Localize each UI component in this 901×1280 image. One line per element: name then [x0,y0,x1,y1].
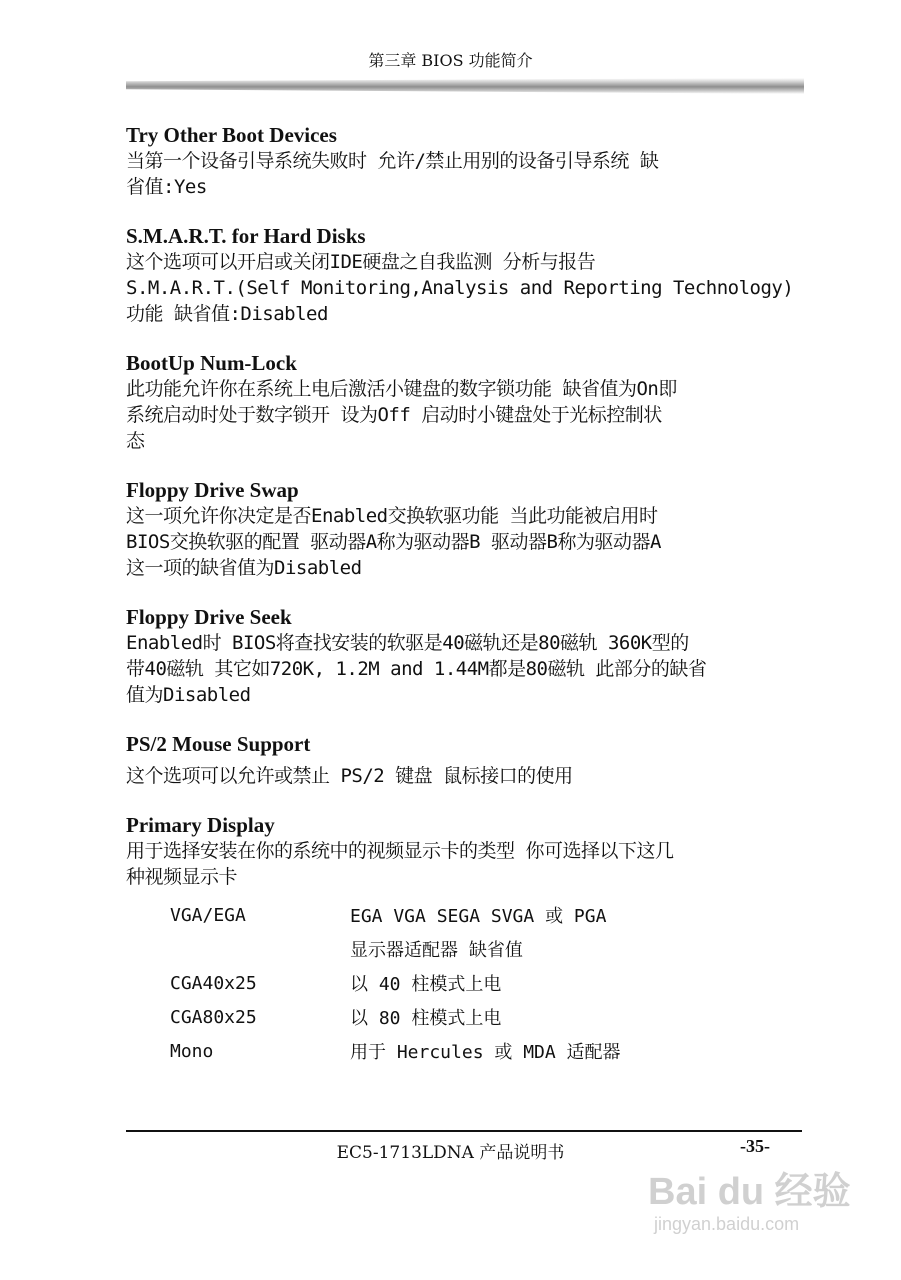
footer-product-name: EC5-1713LDNA 产品说明书 [336,1143,565,1163]
section-line: 带40磁轨 其它如720K, 1.2M and 1.44M都是80磁轨 此部分的缺省 [126,658,707,680]
section-smart-hard-disks [126,223,802,327]
display-option-row [126,1034,802,1068]
section-line: S.M.A.R.T.(Self Monitoring,Analysis and Reporting Technology) [126,277,794,299]
display-desc: 用于 Hercules 或 MDA 适配器 [350,1042,621,1063]
section-title: BootUp Num-Lock [126,351,297,375]
section-line: Enabled时 BIOS将查找安装的软驱是40磁轨还是80磁轨 360K型的 [126,632,689,654]
display-options-table [126,898,802,1068]
section-line: 当第一个设备引导系统失败时 允许/禁止用别的设备引导系统 缺 [126,150,659,172]
section-line: BIOS交换软驱的配置 驱动器A称为驱动器B 驱动器B称为驱动器A [126,531,661,553]
section-floppy-drive-seek [126,604,802,708]
section-ps2-mouse-support [126,731,802,789]
baidu-jingyan-watermark [640,1152,860,1262]
watermark-logo: Bai du 经验 [648,1171,851,1213]
section-line: 此功能允许你在系统上电后激活小键盘的数字锁功能 缺省值为On即 [126,378,677,400]
display-option-row [126,932,802,966]
section-line: 功能 缺省值:Disabled [126,303,328,325]
section-bootup-num-lock [126,350,802,454]
section-line: 这一项允许你决定是否Enabled交换软驱功能 当此功能被启用时 [126,505,658,527]
section-line: 用于选择安装在你的系统中的视频显示卡的类型 你可选择以下这几 [126,840,674,862]
display-option-row [126,898,802,932]
section-floppy-drive-swap [126,477,802,581]
display-mode: CGA80x25 [170,1006,257,1028]
page-header-title: 第三章 BIOS 功能简介 [368,51,533,70]
section-try-other-boot-devices [126,122,802,200]
section-line: 这一项的缺省值为Disabled [126,557,362,579]
section-title: PS/2 Mouse Support [126,732,311,756]
display-option-row [126,966,802,1000]
display-desc: 以 80 柱模式上电 [350,1008,502,1029]
page-number: -35- [740,1136,770,1156]
section-primary-display [126,812,802,1068]
header-divider [126,78,804,94]
section-line: 种视频显示卡 [126,866,238,888]
footer-divider [126,1130,802,1132]
display-mode: Mono [170,1040,214,1062]
section-line: 值为Disabled [126,684,251,706]
section-title: Try Other Boot Devices [126,123,337,147]
display-mode: CGA40x25 [170,972,257,994]
section-line: 系统启动时处于数字锁开 设为Off 启动时小键盘处于光标控制状 [126,404,662,426]
document-body [126,122,802,1091]
section-line: 省值:Yes [126,176,207,198]
section-line: 这个选项可以开启或关闭IDE硬盘之自我监测 分析与报告 [126,251,596,273]
section-title: S.M.A.R.T. for Hard Disks [126,224,366,248]
display-mode: VGA/EGA [170,904,246,926]
watermark-url: jingyan.baidu.com [654,1214,800,1234]
display-option-row [126,1000,802,1034]
display-desc: 以 40 柱模式上电 [350,974,502,995]
display-desc: EGA VGA SEGA SVGA 或 PGA [350,906,607,927]
section-title: Floppy Drive Seek [126,605,292,629]
section-line: 态 [126,430,145,452]
section-title: Floppy Drive Swap [126,478,299,502]
section-line: 这个选项可以允许或禁止 PS/2 键盘 鼠标接口的使用 [126,765,573,787]
display-desc: 显示器适配器 缺省值 [350,940,523,961]
section-title: Primary Display [126,813,275,837]
